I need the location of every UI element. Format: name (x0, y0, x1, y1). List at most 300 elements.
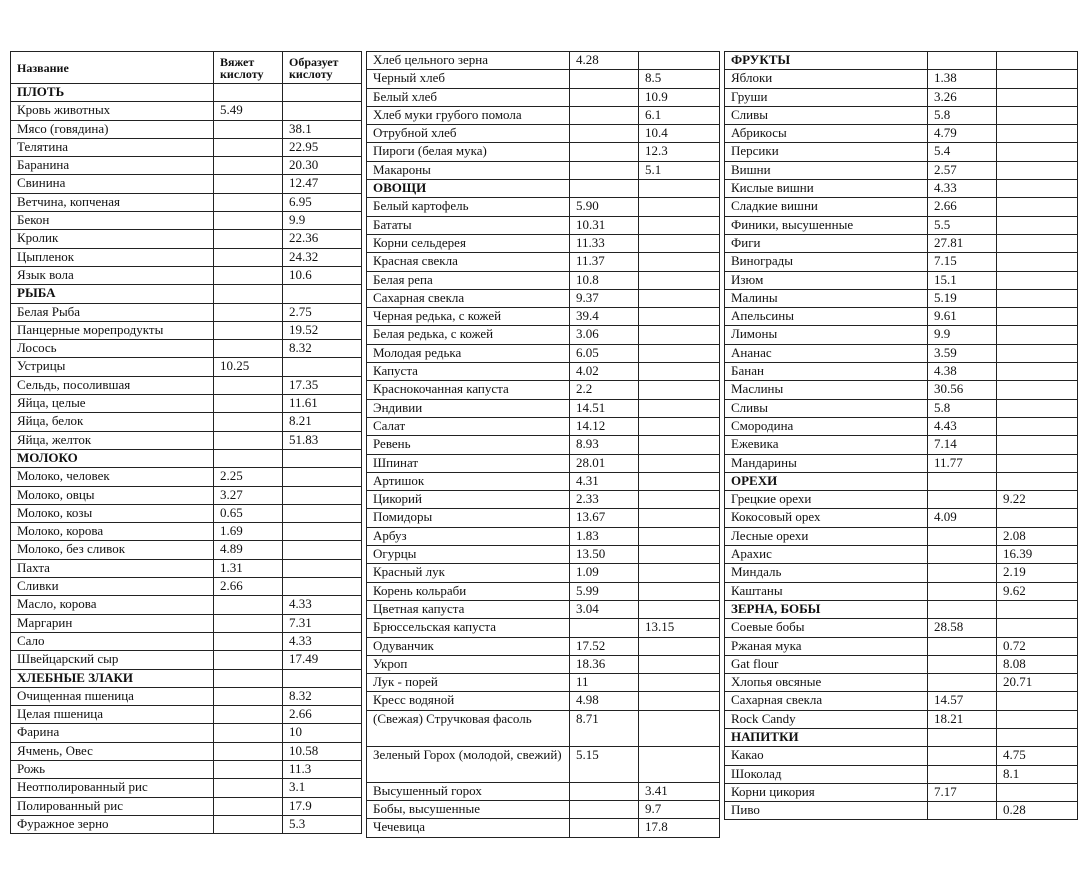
food-name: Цикорий (367, 491, 570, 509)
table-row (725, 363, 1078, 381)
forms-acid-value (997, 619, 1078, 637)
section-row (725, 52, 1078, 70)
food-name: Высушенный горох (367, 782, 570, 800)
food-name: Чечевица (367, 819, 570, 837)
table-row (11, 193, 362, 211)
table-row (367, 655, 720, 673)
forms-acid-value (639, 381, 720, 399)
forms-acid-value (997, 198, 1078, 216)
forms-acid-value: 8.1 (997, 765, 1078, 783)
food-name: Молоко, без сливок (11, 541, 214, 559)
binds-acid-value: 1.83 (570, 527, 639, 545)
food-name: Бобы, высушенные (367, 800, 570, 818)
table-row (11, 431, 362, 449)
table-row (11, 248, 362, 266)
table-row (11, 138, 362, 156)
food-name: Салат (367, 417, 570, 435)
forms-acid-value (639, 564, 720, 582)
forms-acid-value: 7.31 (283, 614, 362, 632)
forms-acid-value: 3.41 (639, 782, 720, 800)
table-row (367, 326, 720, 344)
food-name: Корень кольраби (367, 582, 570, 600)
forms-acid-value: 9.7 (639, 800, 720, 818)
food-name: (Свежая) Стручковая фасоль (367, 710, 570, 746)
table-row (725, 491, 1078, 509)
table-row (725, 765, 1078, 783)
table-row (725, 802, 1078, 820)
food-name: Белая Рыба (11, 303, 214, 321)
binds-acid-value: 5.90 (570, 198, 639, 216)
food-name: Капуста (367, 363, 570, 381)
table-row (367, 692, 720, 710)
binds-acid-value: 10.31 (570, 216, 639, 234)
table-row (11, 559, 362, 577)
food-name: Лосось (11, 340, 214, 358)
section-row (11, 669, 362, 687)
forms-acid-value: 20.30 (283, 157, 362, 175)
form-cell (639, 180, 720, 198)
binds-acid-value: 8.71 (570, 710, 639, 746)
forms-acid-value: 8.08 (997, 655, 1078, 673)
section-row (725, 600, 1078, 618)
food-name: Груши (725, 88, 928, 106)
forms-acid-value (997, 381, 1078, 399)
binds-acid-value (928, 527, 997, 545)
table-row (367, 746, 720, 782)
table-row (11, 468, 362, 486)
binds-acid-value (214, 321, 283, 339)
forms-acid-value: 2.19 (997, 564, 1078, 582)
food-name: Ветчина, копченая (11, 193, 214, 211)
forms-acid-value: 10.58 (283, 742, 362, 760)
table-row (11, 541, 362, 559)
forms-acid-value (639, 289, 720, 307)
food-name: Красная свекла (367, 253, 570, 271)
forms-acid-value (639, 454, 720, 472)
binds-acid-value: 1.09 (570, 564, 639, 582)
table-row (11, 724, 362, 742)
forms-acid-value: 2.75 (283, 303, 362, 321)
food-name: Сливы (725, 106, 928, 124)
forms-acid-value: 9.9 (283, 212, 362, 230)
binds-acid-value: 9.61 (928, 308, 997, 326)
table-row (725, 783, 1078, 801)
binds-acid-value (214, 797, 283, 815)
binds-acid-value (214, 779, 283, 797)
food-name: Брюссельская капуста (367, 619, 570, 637)
food-name: Макароны (367, 161, 570, 179)
binds-acid-value (214, 431, 283, 449)
forms-acid-value (997, 143, 1078, 161)
forms-acid-value (997, 289, 1078, 307)
binds-acid-value: 1.69 (214, 523, 283, 541)
table-row (367, 436, 720, 454)
table-row (11, 614, 362, 632)
food-name: Устрицы (11, 358, 214, 376)
table-row (367, 106, 720, 124)
forms-acid-value: 22.36 (283, 230, 362, 248)
forms-acid-value (997, 454, 1078, 472)
section-row (725, 472, 1078, 490)
table-row (11, 230, 362, 248)
food-name: Сало (11, 632, 214, 650)
binds-acid-value: 28.01 (570, 454, 639, 472)
food-name: Язык вола (11, 266, 214, 284)
binds-acid-value: 5.8 (928, 106, 997, 124)
forms-acid-value (639, 692, 720, 710)
food-name: Эндивии (367, 399, 570, 417)
forms-acid-value (997, 106, 1078, 124)
section-title: ОРЕХИ (725, 472, 928, 490)
food-name: Белый картофель (367, 198, 570, 216)
forms-acid-value (997, 692, 1078, 710)
binds-acid-value: 28.58 (928, 619, 997, 637)
forms-acid-value: 5.1 (639, 161, 720, 179)
binds-acid-value (570, 800, 639, 818)
binds-acid-value: 5.8 (928, 399, 997, 417)
table-row (11, 523, 362, 541)
food-name: Молодая редька (367, 344, 570, 362)
binds-acid-value: 2.2 (570, 381, 639, 399)
food-name: Лимоны (725, 326, 928, 344)
table-row (725, 308, 1078, 326)
header-binds-acid: Вяжет кислоту (214, 52, 283, 84)
binds-acid-value: 4.28 (570, 52, 639, 70)
forms-acid-value (283, 578, 362, 596)
forms-acid-value (639, 509, 720, 527)
binds-acid-value (214, 212, 283, 230)
binds-acid-value: 9.9 (928, 326, 997, 344)
food-name: Маргарин (11, 614, 214, 632)
food-name: Фуражное зерно (11, 815, 214, 833)
forms-acid-value (283, 541, 362, 559)
binds-acid-value (214, 303, 283, 321)
binds-acid-value (928, 674, 997, 692)
binds-acid-value: 2.33 (570, 491, 639, 509)
forms-acid-value: 8.32 (283, 340, 362, 358)
food-name: Черная редька, с кожей (367, 308, 570, 326)
binds-acid-value (214, 742, 283, 760)
food-name: Кокосовый орех (725, 509, 928, 527)
forms-acid-value (997, 308, 1078, 326)
table-row (11, 266, 362, 284)
binds-acid-value (214, 376, 283, 394)
binds-acid-value (928, 564, 997, 582)
binds-acid-value: 14.12 (570, 417, 639, 435)
form-cell (997, 472, 1078, 490)
binds-acid-value: 4.79 (928, 125, 997, 143)
header-forms-acid: Образует кислоту (283, 52, 362, 84)
section-row (11, 285, 362, 303)
food-name: Зеленый Горох (молодой, свежий) (367, 746, 570, 782)
food-name: Корни сельдерея (367, 234, 570, 252)
forms-acid-value (639, 271, 720, 289)
binds-acid-value (928, 747, 997, 765)
bind-cell (214, 285, 283, 303)
table-row (725, 710, 1078, 728)
form-cell (283, 84, 362, 102)
table-row (725, 527, 1078, 545)
food-name: Пиво (725, 802, 928, 820)
food-name: Кислые вишни (725, 180, 928, 198)
food-name: Черный хлеб (367, 70, 570, 88)
form-cell (997, 728, 1078, 746)
food-name: Ржаная мука (725, 637, 928, 655)
forms-acid-value (997, 271, 1078, 289)
forms-acid-value (997, 710, 1078, 728)
forms-acid-value: 0.72 (997, 637, 1078, 655)
forms-acid-value (283, 486, 362, 504)
food-name: Цыпленок (11, 248, 214, 266)
binds-acid-value (928, 802, 997, 820)
section-title: МОЛОКО (11, 449, 214, 467)
forms-acid-value (639, 399, 720, 417)
binds-acid-value (214, 632, 283, 650)
table-row (11, 157, 362, 175)
food-name: Швейцарский сыр (11, 651, 214, 669)
food-name: Артишок (367, 472, 570, 490)
section-row (725, 728, 1078, 746)
forms-acid-value: 0.28 (997, 802, 1078, 820)
table-row (367, 143, 720, 161)
forms-acid-value (997, 509, 1078, 527)
binds-acid-value: 4.02 (570, 363, 639, 381)
food-name: Огурцы (367, 546, 570, 564)
binds-acid-value: 3.26 (928, 88, 997, 106)
food-name: Хлеб муки грубого помола (367, 106, 570, 124)
acid-table-column-2 (366, 51, 720, 838)
binds-acid-value (928, 765, 997, 783)
binds-acid-value (928, 582, 997, 600)
binds-acid-value: 30.56 (928, 381, 997, 399)
section-title: ХЛЕБНЫЕ ЗЛАКИ (11, 669, 214, 687)
table-row (11, 212, 362, 230)
food-name: Пахта (11, 559, 214, 577)
table-row (367, 234, 720, 252)
forms-acid-value (639, 417, 720, 435)
binds-acid-value (214, 614, 283, 632)
table-row (367, 52, 720, 70)
food-name: Мясо (говядина) (11, 120, 214, 138)
form-cell (997, 600, 1078, 618)
food-name: Сахарная свекла (725, 692, 928, 710)
binds-acid-value (928, 491, 997, 509)
food-name: Рожь (11, 760, 214, 778)
binds-acid-value (214, 395, 283, 413)
binds-acid-value (214, 266, 283, 284)
forms-acid-value (639, 582, 720, 600)
binds-acid-value: 5.4 (928, 143, 997, 161)
table-row (725, 88, 1078, 106)
section-title: РЫБА (11, 285, 214, 303)
table-row (367, 546, 720, 564)
binds-acid-value: 5.5 (928, 216, 997, 234)
table-row (11, 632, 362, 650)
bind-cell (214, 669, 283, 687)
bind-cell (214, 84, 283, 102)
forms-acid-value (639, 546, 720, 564)
food-name: Помидоры (367, 509, 570, 527)
binds-acid-value: 4.33 (928, 180, 997, 198)
forms-acid-value (997, 234, 1078, 252)
food-name: Целая пшеница (11, 706, 214, 724)
table-row (367, 253, 720, 271)
food-name: Каштаны (725, 582, 928, 600)
binds-acid-value (214, 175, 283, 193)
binds-acid-value: 9.37 (570, 289, 639, 307)
table-row (367, 564, 720, 582)
forms-acid-value (283, 559, 362, 577)
binds-acid-value: 4.89 (214, 541, 283, 559)
binds-acid-value: 7.15 (928, 253, 997, 271)
food-name: Молоко, козы (11, 504, 214, 522)
table-row (367, 125, 720, 143)
food-name: Ананас (725, 344, 928, 362)
food-name: Кресс водяной (367, 692, 570, 710)
food-name: Какао (725, 747, 928, 765)
food-name: Полированный рис (11, 797, 214, 815)
forms-acid-value: 3.1 (283, 779, 362, 797)
food-name: Бекон (11, 212, 214, 230)
food-name: Винограды (725, 253, 928, 271)
form-cell (997, 52, 1078, 70)
binds-acid-value (570, 70, 639, 88)
forms-acid-value (639, 198, 720, 216)
table-row (11, 321, 362, 339)
forms-acid-value (997, 88, 1078, 106)
forms-acid-value (997, 436, 1078, 454)
forms-acid-value: 4.33 (283, 596, 362, 614)
table-row (367, 800, 720, 818)
table-row (11, 596, 362, 614)
binds-acid-value: 4.38 (928, 363, 997, 381)
binds-acid-value: 3.06 (570, 326, 639, 344)
forms-acid-value: 10.9 (639, 88, 720, 106)
table-row (725, 253, 1078, 271)
forms-acid-value: 8.21 (283, 413, 362, 431)
forms-acid-value: 10 (283, 724, 362, 742)
forms-acid-value: 20.71 (997, 674, 1078, 692)
food-name: Отрубной хлеб (367, 125, 570, 143)
forms-acid-value (639, 326, 720, 344)
table-row (725, 564, 1078, 582)
table-row (725, 125, 1078, 143)
binds-acid-value: 2.57 (928, 161, 997, 179)
binds-acid-value (570, 819, 639, 837)
forms-acid-value: 13.15 (639, 619, 720, 637)
table-row (367, 491, 720, 509)
table-row (725, 546, 1078, 564)
forms-acid-value (639, 253, 720, 271)
food-name: Укроп (367, 655, 570, 673)
binds-acid-value: 11.77 (928, 454, 997, 472)
binds-acid-value: 14.51 (570, 399, 639, 417)
forms-acid-value (639, 234, 720, 252)
table-header-row (11, 52, 362, 84)
food-name: Сельдь, посолившая (11, 376, 214, 394)
food-name: Одуванчик (367, 637, 570, 655)
food-name: Ежевика (725, 436, 928, 454)
food-name: Абрикосы (725, 125, 928, 143)
binds-acid-value: 13.67 (570, 509, 639, 527)
forms-acid-value: 11.3 (283, 760, 362, 778)
food-name: Малины (725, 289, 928, 307)
binds-acid-value (214, 651, 283, 669)
table-row (725, 417, 1078, 435)
forms-acid-value: 51.83 (283, 431, 362, 449)
food-name: Ревень (367, 436, 570, 454)
table-row (11, 120, 362, 138)
forms-acid-value (283, 358, 362, 376)
table-row (725, 234, 1078, 252)
food-name: Неотполированный рис (11, 779, 214, 797)
food-name: Соевые бобы (725, 619, 928, 637)
binds-acid-value: 5.49 (214, 102, 283, 120)
forms-acid-value: 12.47 (283, 175, 362, 193)
food-name: Лесные орехи (725, 527, 928, 545)
binds-acid-value (570, 143, 639, 161)
forms-acid-value: 4.33 (283, 632, 362, 650)
food-name: Сладкие вишни (725, 198, 928, 216)
binds-acid-value: 7.14 (928, 436, 997, 454)
table-row (367, 527, 720, 545)
table-row (725, 161, 1078, 179)
binds-acid-value: 5.19 (928, 289, 997, 307)
forms-acid-value (997, 326, 1078, 344)
forms-acid-value (997, 783, 1078, 801)
table-row (367, 782, 720, 800)
food-name: Миндаль (725, 564, 928, 582)
food-name: Фиги (725, 234, 928, 252)
food-name: Бататы (367, 216, 570, 234)
binds-acid-value: 0.65 (214, 504, 283, 522)
forms-acid-value (639, 216, 720, 234)
forms-acid-value (639, 527, 720, 545)
forms-acid-value: 11.61 (283, 395, 362, 413)
table-row (11, 797, 362, 815)
table-row (11, 687, 362, 705)
binds-acid-value: 27.81 (928, 234, 997, 252)
forms-acid-value (283, 102, 362, 120)
binds-acid-value: 11.33 (570, 234, 639, 252)
forms-acid-value (639, 363, 720, 381)
forms-acid-value: 4.75 (997, 747, 1078, 765)
food-name: Изюм (725, 271, 928, 289)
forms-acid-value: 17.8 (639, 819, 720, 837)
food-name: Цветная капуста (367, 600, 570, 618)
binds-acid-value: 11.37 (570, 253, 639, 271)
forms-acid-value (997, 125, 1078, 143)
food-name: Очищенная пшеница (11, 687, 214, 705)
food-name: Шоколад (725, 765, 928, 783)
binds-acid-value (214, 138, 283, 156)
binds-acid-value: 17.52 (570, 637, 639, 655)
bind-cell (570, 180, 639, 198)
forms-acid-value (997, 70, 1078, 88)
table-row (725, 289, 1078, 307)
forms-acid-value: 24.32 (283, 248, 362, 266)
food-name: Банан (725, 363, 928, 381)
food-name: Грецкие орехи (725, 491, 928, 509)
table-row (367, 619, 720, 637)
table-row (11, 340, 362, 358)
table-row (725, 106, 1078, 124)
table-row (367, 454, 720, 472)
bind-cell (928, 52, 997, 70)
forms-acid-value: 10.4 (639, 125, 720, 143)
forms-acid-value (997, 253, 1078, 271)
food-name: Корни цикория (725, 783, 928, 801)
